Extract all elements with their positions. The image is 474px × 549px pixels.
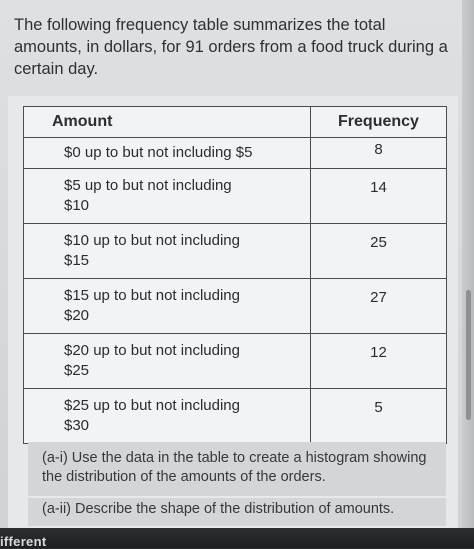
frequency-cell: 5 [311, 389, 447, 444]
amount-text-cont: $15 [64, 252, 90, 269]
frequency-table [23, 106, 447, 444]
table-row [24, 224, 447, 279]
scrollbar-thumb[interactable] [466, 290, 471, 420]
intro-line-2: amounts, in dollars, for 91 orders from a food truck during a [14, 38, 448, 56]
amount-text: $25 up to but not including [64, 397, 240, 414]
scrollbar[interactable] [462, 0, 474, 548]
table-row [24, 279, 447, 334]
amount-cell [24, 138, 311, 169]
amount-cell [24, 334, 311, 389]
footer-cut-text: ifferent [0, 534, 47, 549]
table-row [24, 138, 447, 169]
frequency-cell: 12 [311, 334, 447, 389]
amount-text-cont: $25 [64, 362, 90, 379]
problem-intro [14, 14, 454, 80]
frequency-cell: 14 [311, 169, 447, 224]
amount-text-cont: $20 [64, 307, 90, 324]
table-row [24, 389, 447, 444]
question-a-i [42, 449, 442, 487]
amount-text-cont: $30 [64, 417, 90, 434]
amount-text: $0 up to but not including $5 [64, 144, 253, 161]
question-a-ii: (a-ii) Describe the shape of the distribution of amounts. [42, 501, 395, 517]
table-header-row [24, 107, 447, 138]
intro-line-1: The following frequency table summarizes the total [14, 16, 386, 34]
frequency-cell: 27 [311, 279, 447, 334]
amount-text: $10 up to but not including [64, 232, 240, 249]
amount-cell [24, 389, 311, 444]
question-a-i-line-1: (a-i) Use the data in the table to create a histogram showing [42, 450, 427, 466]
amount-cell [24, 224, 311, 279]
intro-line-3: certain day. [14, 60, 99, 78]
amount-text: $15 up to but not including [64, 287, 240, 304]
question-a-i-line-2: the distribution of the amounts of the orders. [42, 469, 326, 485]
column-header-frequency: Frequency [311, 107, 447, 138]
frequency-cell: 25 [311, 224, 447, 279]
amount-text-cont: $10 [64, 197, 90, 214]
amount-cell [24, 279, 311, 334]
amount-text: $5 up to but not including [64, 177, 232, 194]
column-header-amount: Amount [24, 107, 311, 138]
amount-text: $20 up to but not including [64, 342, 240, 359]
table-row [24, 334, 447, 389]
table-row [24, 169, 447, 224]
frequency-cell: 8 [311, 138, 447, 169]
footer-bar [0, 528, 474, 548]
amount-cell [24, 169, 311, 224]
